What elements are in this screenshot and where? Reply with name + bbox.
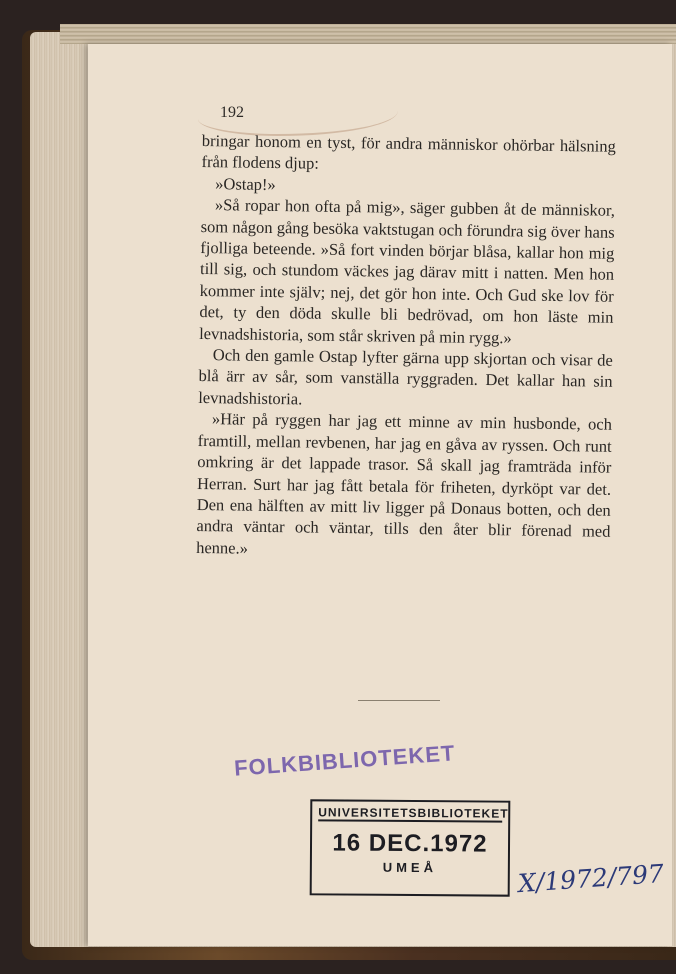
paragraph: Och den gamle Ostap lyfter gärna upp skjortan och visar de blå ärr av sår, som vanställa ryggraden. Det kallar han sin levnadshistoria.	[198, 345, 613, 409]
book-page	[88, 44, 672, 946]
paragraph: »Här på ryggen har jag ett minne av min husbonde, och framtill, mellan revbenen, har jag en gåva av ryssen. Och runt omkring är det lappade trasor. Så skall jag framträda inför Herran. Surt har jag fått betala för friheten, dyrköpt var det. Den ena hälften av mitt liv ligger på Donaus botten, och den andra väntar och väntar, tills den åter blir förenad med henne.»	[196, 409, 613, 558]
stamp-city: UMEÅ	[382, 859, 438, 876]
library-stamp: FOLKBIBLIOTEKET	[233, 740, 457, 781]
stamp-library-name: UNIVERSITETSBIBLIOTEKET	[318, 801, 502, 822]
body-text	[196, 130, 616, 564]
page-edges-top	[60, 24, 676, 44]
stamp-date: 16 DEC.1972	[332, 829, 488, 858]
paragraph: »Ostap!»	[215, 174, 276, 194]
paragraph: »Så ropar hon ofta på mig», säger gubben åt de människor, som någon gång besöka vaktstugan och förundra sig över hans fjolliga beteende. »Så fort vinden börjar blåsa, kallar hon mig till sig, och stundom väckes jag därav mitt i natten. Men hon kommer inte själv; nej, det gör hon inte. Och Gud ske lov för det, ty den döda skulle bli bedrövad, om hon läste min levnadshistoria, som står skriven på min rygg.»	[199, 195, 616, 347]
page-number: 192	[220, 104, 244, 121]
university-library-stamp	[310, 799, 511, 896]
handwritten-accession-number: X/1972/797	[517, 858, 665, 899]
paragraph: bringar honom en tyst, för andra människor ohörbar hälsning från flodens djup:	[201, 130, 616, 174]
section-divider	[358, 700, 440, 701]
